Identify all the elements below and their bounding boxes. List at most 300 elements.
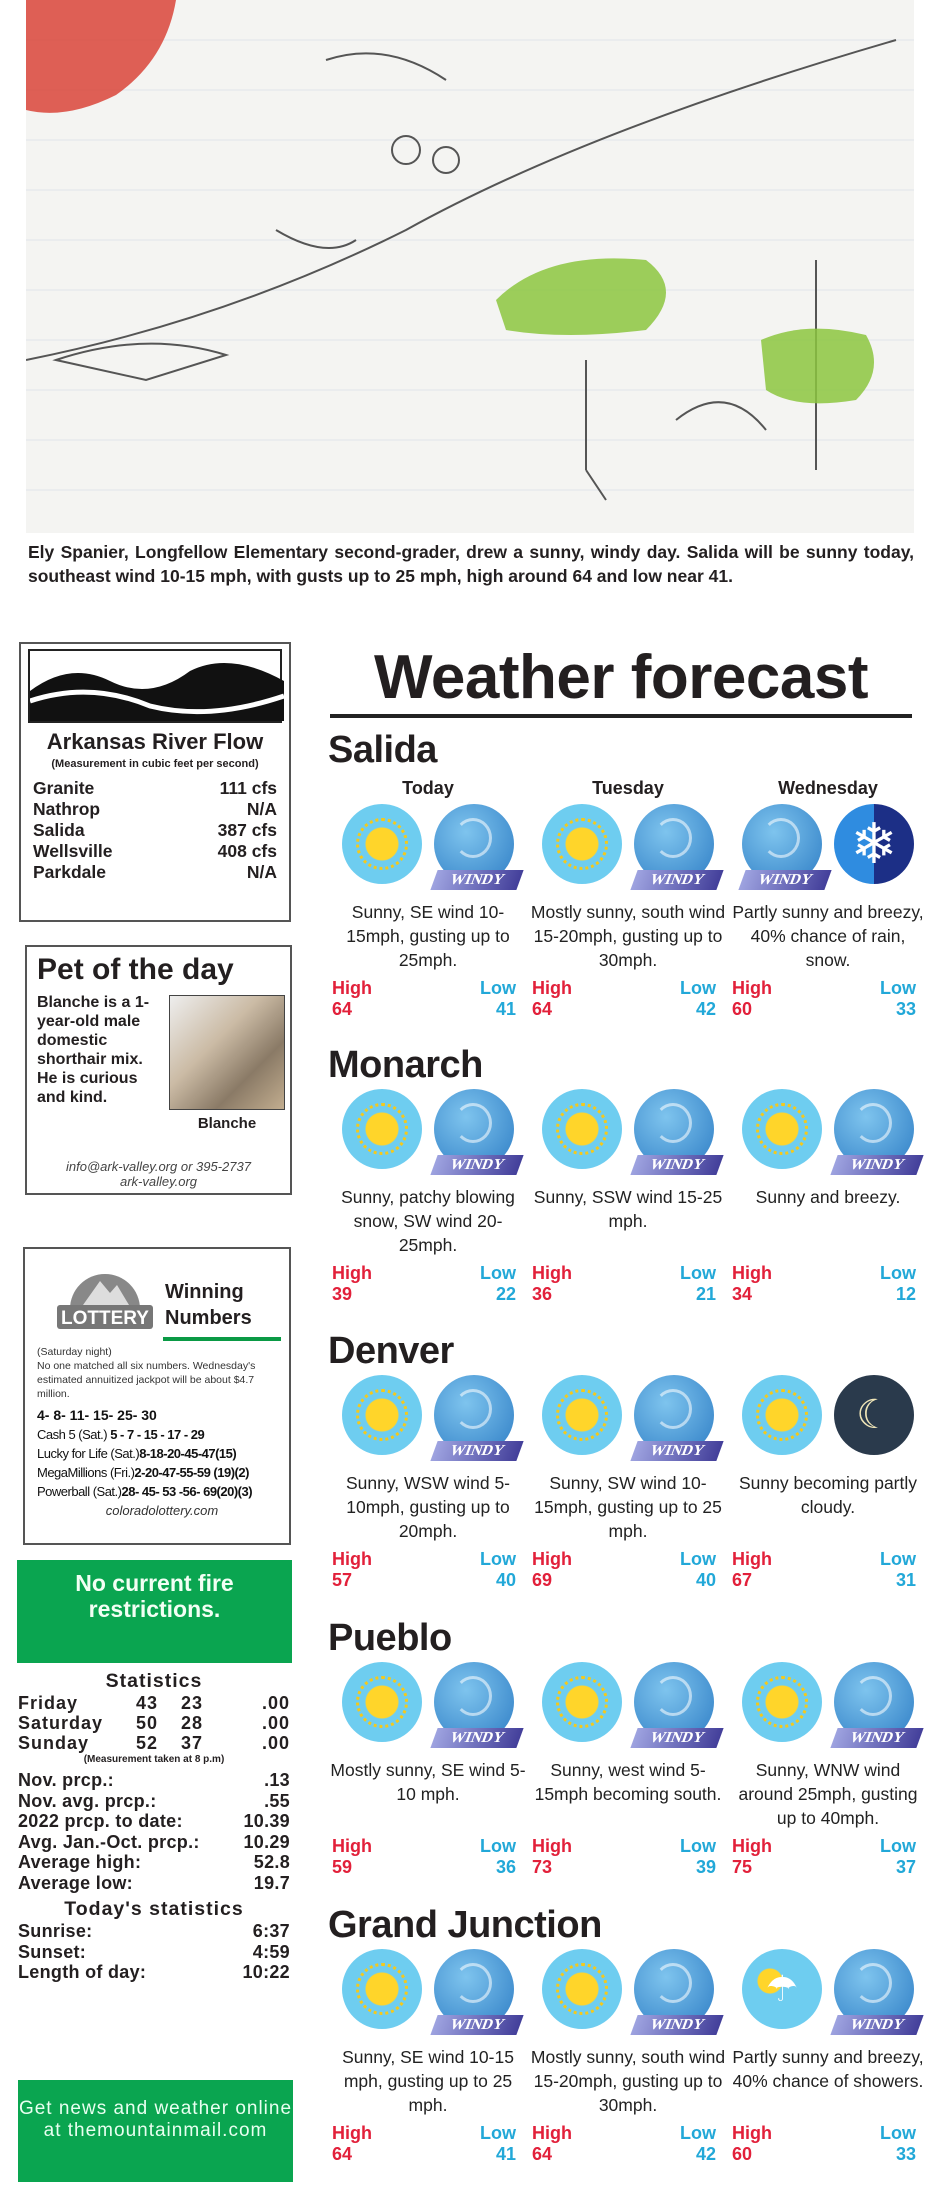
low-value: 33 (895, 999, 916, 1019)
low-value: 42 (695, 999, 716, 1019)
stat-label: Nov. prcp.: (18, 1770, 114, 1790)
forecast-description: Sunny, SSW wind 15-25 mph. (533, 1187, 723, 1231)
forecast-description: Sunny, WNW wind around 25mph, gusting up to 40mph. (738, 1760, 918, 1828)
windy-label: WINDY (830, 2015, 923, 2035)
lottery-url[interactable]: coloradolottery.com (105, 1503, 219, 1518)
forecast-day (728, 1371, 928, 1591)
windy-label: WINDY (430, 1728, 523, 1748)
stat-row (18, 1832, 290, 1853)
windy-label: WINDY (430, 870, 523, 890)
low-label: Low (480, 2123, 516, 2143)
river-flow-rows (21, 778, 289, 883)
high-label: High (532, 978, 572, 998)
river-flow-subtitle: (Measurement in cubic feet per second) (51, 758, 259, 770)
forecast-columns (328, 1945, 928, 2165)
stat-prcp: .00 (261, 1713, 290, 1733)
high-low (328, 1263, 528, 1305)
windy-icon (634, 1089, 714, 1173)
high-value: 64 (332, 2144, 353, 2164)
photo-caption: Ely Spanier, Longfellow Elementary second-grader, drew a sunny, windy day. Salida will be sunny today, southeast wind 10-15 mph, with gusts up to 25 mph, high around 64 and low near 41. (28, 542, 914, 586)
game-numbers: 5 - 7 - 15 - 17 - 29 (110, 1427, 205, 1442)
stat-day: Sunday (18, 1733, 90, 1753)
weather-icons (328, 1085, 528, 1175)
high-temp (532, 1263, 572, 1305)
forecast-day (328, 1085, 528, 1305)
colorado-lottery-logo (55, 1261, 155, 1333)
weather-icons (728, 1945, 928, 2035)
high-value: 75 (732, 1857, 753, 1877)
low-temp (680, 978, 716, 1020)
forecast-columns (328, 770, 928, 1020)
low-temp (680, 2123, 716, 2165)
stat-day-row (18, 1693, 290, 1713)
sunny-icon (342, 804, 422, 884)
sunny-icon (542, 1375, 622, 1455)
high-value: 60 (732, 999, 753, 1019)
high-temp (332, 1263, 372, 1305)
high-low (728, 978, 928, 1020)
forecast-day (528, 1371, 728, 1591)
high-low (728, 2123, 928, 2165)
stat-row (18, 1852, 290, 1873)
windy-label: WINDY (830, 1155, 923, 1175)
high-temp (532, 1836, 572, 1878)
forecast-description: Sunny, west wind 5-15mph becoming south. (534, 1760, 722, 1804)
high-low (528, 1263, 728, 1305)
weather-icons (528, 1945, 728, 2035)
low-value: 21 (695, 1284, 716, 1304)
lottery-when: (Saturday night) (37, 1346, 112, 1358)
flow-value: 111 cfs (219, 778, 277, 798)
lottery-body (37, 1345, 287, 1519)
windy-icon (634, 1949, 714, 2033)
lotto-numbers: 4- 8- 11- 15- 25- 30 (37, 1407, 157, 1423)
svg-text:LOTTERY: LOTTERY (61, 1308, 149, 1329)
high-temp (332, 2123, 372, 2165)
lottery-game-row (37, 1425, 287, 1444)
sunny-icon (742, 1375, 822, 1455)
river-flow-row (21, 820, 289, 841)
city-forecast-pueblo (328, 1618, 928, 1878)
heading-underline (163, 1337, 281, 1341)
stat-high: 43 (136, 1693, 159, 1713)
forecast-day (528, 1658, 728, 1878)
pet-website[interactable]: ark-valley.org (119, 1174, 198, 1189)
stat-low: 37 (181, 1733, 204, 1753)
low-temp (880, 1263, 916, 1305)
flow-value: N/A (246, 862, 277, 882)
low-label: Low (680, 2123, 716, 2143)
low-label: Low (680, 1263, 716, 1283)
measurement-note: (Measurement taken at 8 p.m) (83, 1754, 225, 1765)
forecast-description: Sunny, SE wind 10-15 mph, gusting up to 25 mph. (342, 2047, 514, 2115)
pet-title: Pet of the day (37, 953, 234, 986)
stat-high: 52 (136, 1733, 159, 1753)
river-flow-box (19, 642, 291, 922)
forecast-description: Sunny, patchy blowing snow, SW wind 20-25mph. (341, 1187, 515, 1255)
low-label: Low (880, 1549, 916, 1569)
high-label: High (732, 1549, 772, 1569)
high-value: 69 (532, 1570, 553, 1590)
weather-icons (328, 1945, 528, 2035)
high-label: High (332, 978, 372, 998)
windy-icon (634, 1662, 714, 1746)
forecast-day (728, 1945, 928, 2165)
low-value: 33 (895, 2144, 916, 2164)
river-flow-row (21, 862, 289, 883)
stat-row (18, 1921, 290, 1942)
stat-row (18, 1770, 290, 1791)
forecast-day (728, 1658, 928, 1878)
low-value: 40 (495, 1570, 516, 1590)
windy-label: WINDY (738, 870, 831, 890)
city-name: Monarch (328, 1044, 483, 1086)
low-label: Low (480, 1263, 516, 1283)
low-value: 42 (695, 2144, 716, 2164)
river-flow-row (21, 841, 289, 862)
high-low (328, 1836, 528, 1878)
numbers-heading: Numbers (165, 1307, 252, 1329)
low-label: Low (480, 978, 516, 998)
high-temp (532, 1549, 572, 1591)
low-value: 12 (895, 1284, 916, 1304)
forecast-description: Sunny, SE wind 10-15mph, gusting up to 25mph. (346, 902, 510, 970)
stat-label: Nov. avg. prcp.: (18, 1790, 157, 1811)
forecast-columns (328, 1371, 928, 1591)
low-value: 37 (895, 1857, 916, 1877)
weather-icons (728, 800, 928, 890)
sunny-icon (542, 1662, 622, 1742)
forecast-day (328, 1371, 528, 1591)
high-value: 73 (532, 1857, 553, 1877)
lottery-box (23, 1247, 291, 1545)
low-value: 41 (495, 999, 516, 1019)
lottery-games (37, 1425, 287, 1501)
game-label: Cash 5 (Sat.) (37, 1427, 111, 1442)
night-cloudy-icon: ☾ (834, 1375, 914, 1455)
high-label: High (732, 2123, 772, 2143)
high-label: High (532, 1263, 572, 1283)
stat-low: 23 (181, 1693, 204, 1713)
today-rows (18, 1921, 290, 1983)
stat-row (18, 1791, 290, 1812)
low-label: Low (880, 2123, 916, 2143)
low-value: 41 (495, 2144, 516, 2164)
forecast-description: Mostly sunny, SE wind 5-10 mph. (330, 1760, 526, 1804)
windy-icon (434, 1662, 514, 1746)
city-name: Pueblo (328, 1617, 452, 1659)
sunny-icon (742, 1089, 822, 1169)
stat-low: 28 (181, 1713, 204, 1733)
windy-label: WINDY (630, 2015, 723, 2035)
stat-value: 4:59 (252, 1941, 290, 1962)
low-temp (680, 1836, 716, 1878)
low-temp (680, 1549, 716, 1591)
low-label: Low (680, 1549, 716, 1569)
fire-restrictions-banner: No current fire restrictions. (17, 1560, 292, 1663)
high-label: High (532, 1836, 572, 1856)
sunny-icon (542, 1089, 622, 1169)
city-forecast-monarch (328, 1045, 928, 1305)
stat-value: .55 (264, 1790, 290, 1811)
forecast-description: Sunny and breezy. (755, 1187, 901, 1207)
child-drawing-photo (26, 0, 914, 533)
gauge-name: Salida (33, 820, 85, 840)
snow-icon: ❄ (834, 804, 914, 884)
city-name: Grand Junction (328, 1904, 602, 1946)
weather-icons (728, 1085, 928, 1175)
forecast-description: Partly sunny and breezy, 40% chance of showers. (732, 2047, 924, 2091)
high-value: 64 (332, 999, 353, 1019)
forecast-description: Partly sunny and breezy, 40% chance of rain, snow. (732, 902, 924, 970)
game-label: Powerball (Sat.) (37, 1484, 122, 1499)
high-label: High (332, 1836, 372, 1856)
sunny-icon (342, 1662, 422, 1742)
high-value: 60 (732, 2144, 753, 2164)
weather-icons (528, 1371, 728, 1461)
city-forecast-grand-junction (328, 1905, 928, 2165)
windy-icon (834, 1662, 914, 1746)
forecast-day (328, 770, 528, 1020)
low-label: Low (480, 1836, 516, 1856)
day-label: Wednesday (778, 778, 878, 798)
high-temp (732, 1263, 772, 1305)
forecast-description: Mostly sunny, south wind 15-20mph, gusting up to 30mph. (530, 902, 726, 970)
sunny-icon (542, 1949, 622, 2029)
forecast-description: Sunny, SW wind 10-15mph, gusting up to 25 mph. (534, 1473, 722, 1541)
stat-row (18, 1962, 290, 1983)
stat-value: 10.29 (243, 1831, 290, 1852)
weather-icons (728, 1371, 928, 1461)
stat-value: 6:37 (252, 1921, 290, 1941)
forecast-day (528, 1945, 728, 2165)
weather-icons (528, 1085, 728, 1175)
stat-value: 10.39 (243, 1811, 290, 1831)
windy-label: WINDY (630, 1441, 723, 1461)
high-temp (532, 978, 572, 1020)
high-temp (532, 2123, 572, 2165)
stat-label: Length of day: (18, 1962, 147, 1982)
windy-icon (634, 1375, 714, 1459)
stat-day: Friday (18, 1693, 79, 1713)
pet-contact-block (27, 1159, 290, 1189)
windy-label: WINDY (830, 1728, 923, 1748)
weather-forecast-title: Weather forecast (330, 642, 912, 718)
high-low (528, 1549, 728, 1591)
low-temp (880, 1549, 916, 1591)
low-label: Low (480, 1549, 516, 1569)
stat-label: Avg. Jan.-Oct. prcp.: (18, 1831, 200, 1852)
high-temp (732, 2123, 772, 2165)
low-label: Low (680, 1836, 716, 1856)
game-numbers: 8-18-20-45-47(15) (139, 1446, 237, 1461)
stat-label: Sunset: (18, 1941, 87, 1962)
weather-icons (528, 1658, 728, 1748)
high-temp (732, 1836, 772, 1878)
today-statistics-title: Today's statistics (64, 1898, 244, 1920)
windy-icon (634, 804, 714, 888)
forecast-day (528, 770, 728, 1020)
windy-label: WINDY (630, 1155, 723, 1175)
weather-icons (328, 1371, 528, 1461)
windy-label: WINDY (430, 1155, 523, 1175)
stat-label: Sunrise: (18, 1921, 93, 1941)
high-low (328, 978, 528, 1020)
high-label: High (732, 1836, 772, 1856)
city-forecast-salida (328, 730, 928, 1020)
high-label: High (732, 1263, 772, 1283)
high-temp (332, 1836, 372, 1878)
low-temp (480, 1549, 516, 1591)
stat-row (18, 1942, 290, 1963)
stat-value: .13 (264, 1770, 290, 1790)
low-value: 40 (695, 1570, 716, 1590)
stat-rows (18, 1770, 290, 1893)
sunny-icon (742, 1662, 822, 1742)
flow-value: N/A (246, 799, 277, 819)
windy-icon (834, 1949, 914, 2033)
low-temp (880, 1836, 916, 1878)
windy-icon (434, 1375, 514, 1459)
news-online-banner[interactable]: Get news and weather online at themountainmail.com (18, 2080, 293, 2182)
gauge-name: Parkdale (33, 862, 106, 882)
low-temp (880, 978, 916, 1020)
weather-icons (728, 1658, 928, 1748)
forecast-day (728, 770, 928, 1020)
sunny-icon (342, 1949, 422, 2029)
river-flow-row (21, 799, 289, 820)
pet-name: Blanche (197, 1115, 257, 1132)
high-temp (332, 1549, 372, 1591)
high-label: High (732, 978, 772, 998)
pet-photo (169, 995, 285, 1110)
low-temp (480, 1836, 516, 1878)
river-wave-art (28, 649, 282, 723)
windy-label: WINDY (630, 1728, 723, 1748)
stat-day-row (18, 1713, 290, 1733)
gauge-name: Wellsville (33, 841, 113, 861)
high-label: High (532, 1549, 572, 1569)
high-temp (732, 978, 772, 1020)
stat-value: 52.8 (253, 1852, 290, 1872)
high-low (528, 978, 728, 1020)
forecast-columns (328, 1658, 928, 1878)
lottery-game-row (37, 1444, 287, 1463)
flow-value: 387 cfs (217, 820, 277, 840)
low-temp (880, 2123, 916, 2165)
weather-icons (528, 800, 728, 890)
rain-icon: ☂ (742, 1949, 822, 2029)
pet-of-the-day-box (25, 945, 292, 1195)
statistics-section (18, 1665, 290, 1983)
lottery-note: No one matched all six numbers. Wednesday's estimated annuitized jackpot will be about $4.7 million. (37, 1360, 256, 1400)
city-name: Salida (328, 729, 437, 771)
stat-prcp: .00 (261, 1693, 290, 1713)
low-label: Low (880, 978, 916, 998)
high-low (728, 1263, 928, 1305)
winning-heading: Winning (165, 1281, 244, 1303)
forecast-day (528, 1085, 728, 1305)
stat-days (18, 1693, 290, 1753)
stat-row (18, 1873, 290, 1894)
gauge-name: Granite (33, 778, 95, 798)
high-label: High (332, 2123, 372, 2143)
windy-icon (434, 1089, 514, 1173)
high-value: 59 (332, 1857, 353, 1877)
forecast-day (728, 1085, 928, 1305)
windy-icon (834, 1089, 914, 1173)
high-low (728, 1836, 928, 1878)
low-temp (480, 1263, 516, 1305)
high-value: 57 (332, 1570, 353, 1590)
stat-day: Saturday (18, 1713, 104, 1733)
windy-icon (742, 804, 822, 888)
low-value: 22 (495, 1284, 516, 1304)
low-label: Low (880, 1263, 916, 1283)
city-forecast-denver (328, 1331, 928, 1591)
stat-label: Average low: (18, 1872, 133, 1893)
low-label: Low (880, 1836, 916, 1856)
high-temp (732, 1549, 772, 1591)
high-value: 39 (332, 1284, 353, 1304)
windy-label: WINDY (430, 1441, 523, 1461)
stat-label: 2022 prcp. to date: (18, 1811, 183, 1831)
high-value: 36 (532, 1284, 553, 1304)
pet-description: Blanche is a 1-year-old male domestic shorthair mix. He is curious and kind. (37, 994, 150, 1106)
high-value: 64 (532, 2144, 553, 2164)
day-label: Today (402, 778, 454, 798)
low-label: Low (680, 978, 716, 998)
lottery-heading (165, 1279, 252, 1331)
high-label: High (332, 1263, 372, 1283)
game-label: MegaMillions (Fri.) (37, 1465, 135, 1480)
windy-icon (434, 1949, 514, 2033)
flow-value: 408 cfs (217, 841, 277, 861)
low-value: 31 (895, 1570, 916, 1590)
forecast-description: Sunny, WSW wind 5-10mph, gusting up to 20mph. (345, 1473, 511, 1541)
forecast-day (328, 1945, 528, 2165)
low-temp (480, 978, 516, 1020)
sunny-icon (342, 1089, 422, 1169)
high-low (528, 2123, 728, 2165)
lottery-game-row (37, 1463, 287, 1482)
low-value: 36 (495, 1857, 516, 1877)
weather-icons (328, 800, 528, 890)
lottery-game-row (37, 1482, 287, 1501)
stat-value: 10:22 (242, 1962, 290, 1982)
statistics-title: Statistics (105, 1670, 203, 1692)
sunny-icon (342, 1375, 422, 1455)
stat-day-row (18, 1733, 290, 1753)
high-low (328, 1549, 528, 1591)
river-flow-title: Arkansas River Flow (46, 729, 264, 754)
stat-prcp: .00 (261, 1733, 290, 1753)
low-temp (480, 2123, 516, 2165)
high-value: 34 (732, 1284, 753, 1304)
city-name: Denver (328, 1330, 454, 1372)
high-value: 64 (532, 999, 553, 1019)
game-numbers: 2-20-47-55-59 (19)(2) (134, 1465, 249, 1480)
pet-contact[interactable]: info@ark-valley.org or 395-2737 (66, 1159, 251, 1174)
gauge-name: Nathrop (33, 799, 101, 819)
high-label: High (332, 1549, 372, 1569)
river-flow-row (21, 778, 289, 799)
high-low (328, 2123, 528, 2165)
high-value: 67 (732, 1570, 753, 1590)
forecast-columns (328, 1085, 928, 1305)
high-label: High (532, 2123, 572, 2143)
weather-icons (328, 1658, 528, 1748)
